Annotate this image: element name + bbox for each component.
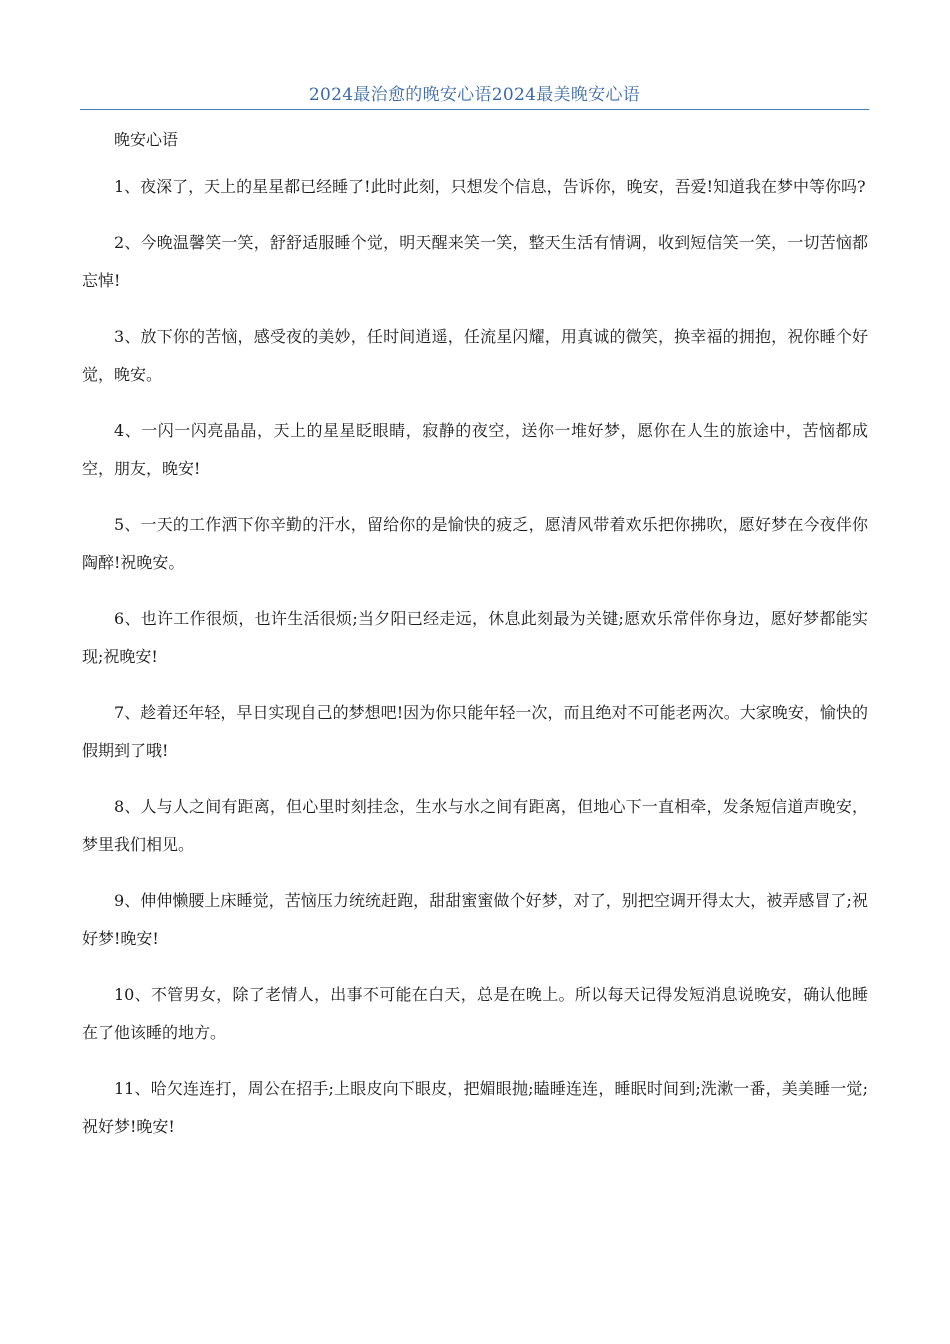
paragraph-2: 2、今晚温馨笑一笑，舒舒适服睡个觉，明天醒来笑一笑，整天生活有情调，收到短信笑一笑，一切苦恼都忘悼!: [82, 233, 868, 290]
paragraph-11: 11、哈欠连连打，周公在招手;上眼皮向下眼皮，把媚眼抛;瞌睡连连，睡眠时间到;洗漱一番，美美睡一觉;祝好梦!晚安!: [82, 1079, 868, 1136]
page-header-title: 2024最治愈的晚安心语2024最美晚安心语: [308, 85, 641, 105]
paragraph-7: 7、趁着还年轻，早日实现自己的梦想吧!因为你只能年轻一次，而且绝对不可能老两次。大家晚安，愉快的假期到了哦!: [82, 703, 868, 760]
section-title: 晚安心语: [114, 130, 179, 149]
paragraph-6: 6、也许工作很烦，也许生活很烦;当夕阳已经走远，休息此刻最为关键;愿欢乐常伴你身边，愿好梦都能实现;祝晚安!: [82, 609, 868, 666]
paragraph-4: 4、一闪一闪亮晶晶，天上的星星眨眼睛，寂静的夜空，送你一堆好梦，愿你在人生的旅途中，苦恼都成空，朋友，晚安!: [82, 421, 868, 478]
paragraph-3: 3、放下你的苦恼，感受夜的美妙，任时间逍遥，任流星闪耀，用真诚的微笑，换幸福的拥抱，祝你睡个好觉，晚安。: [82, 327, 868, 384]
paragraph-8: 8、人与人之间有距离，但心里时刻挂念，生水与水之间有距离，但地心下一直相牵，发条短信道声晚安，梦里我们相见。: [82, 797, 868, 854]
paragraph-5: 5、一天的工作洒下你辛勤的汗水，留给你的是愉快的疲乏，愿清风带着欢乐把你拂吹，愿好梦在今夜伴你陶醉!祝晚安。: [82, 515, 868, 572]
header-divider: [80, 109, 869, 110]
document-body: [82, 124, 868, 1164]
paragraph-9: 9、伸伸懒腰上床睡觉，苦恼压力统统赶跑，甜甜蜜蜜做个好梦，对了，别把空调开得太大，被弄感冒了;祝好梦!晚安!: [82, 891, 868, 948]
paragraph-10: 10、不管男女，除了老情人，出事不可能在白天，总是在晚上。所以每天记得发短消息说晚安，确认他睡在了他该睡的地方。: [82, 985, 868, 1042]
paragraph-1: 1、夜深了，天上的星星都已经睡了!此时此刻，只想发个信息，告诉你，晚安，吾爱!知道我在梦中等你吗?: [114, 177, 866, 196]
